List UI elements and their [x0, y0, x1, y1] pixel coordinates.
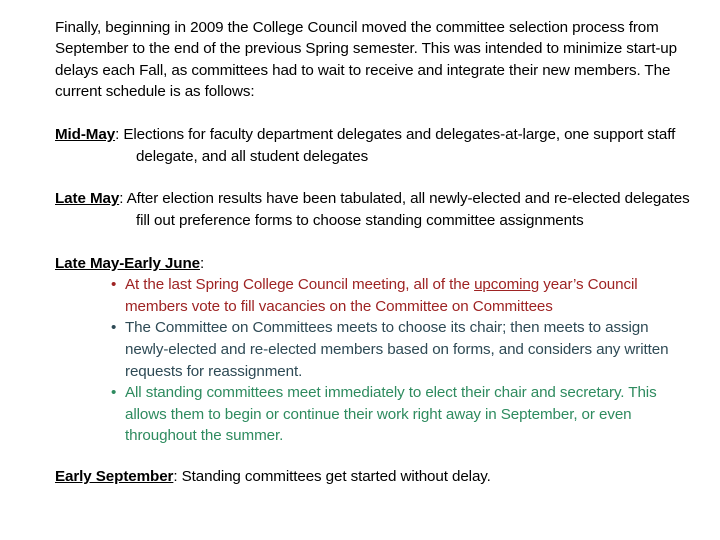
emphasized-text: upcoming: [474, 276, 540, 294]
list-item-text: [125, 276, 638, 315]
schedule-entry-mid-may: [55, 124, 695, 167]
schedule-label-late-may-early-june: Late May-Early June: [55, 254, 200, 272]
schedule-separator-mid-may: :: [115, 126, 124, 144]
list-item: [55, 274, 695, 317]
schedule-separator-late-may-early-june: :: [199, 254, 205, 272]
list-item: [55, 382, 695, 447]
bullet-dot-icon: •: [111, 276, 117, 294]
bullet-dot-icon: •: [111, 384, 117, 402]
text-run: All standing committees meet immediately to elect their chair and secretary. This allows them to begin or continue their work right away in September, or even throughout the summer.: [125, 384, 657, 445]
schedule-label-mid-may: Mid-May: [55, 126, 116, 144]
text-run: At the last Spring College Council meeting, all of the: [125, 276, 475, 294]
spacer: [55, 167, 695, 188]
spacer: [55, 232, 695, 253]
schedule-text-early-september: Standing committees get started without delay.: [181, 467, 491, 485]
document-content: [55, 17, 695, 488]
spacer: [55, 102, 695, 124]
list-item-text: [125, 319, 668, 379]
bullet-list: [55, 274, 695, 447]
schedule-text-mid-may: Elections for faculty department delegates and delegates-at-large, one support staff delegate, and all student delegates: [123, 126, 676, 165]
schedule-entry-early-september: [55, 466, 695, 488]
text-run: year’s Council members vote to fill vacancies on the Committee on Committees: [125, 276, 638, 315]
schedule-entry-late-may: [55, 188, 695, 231]
schedule-separator-late-may: :: [119, 190, 127, 208]
schedule-label-early-september: Early September: [55, 467, 174, 485]
text-run: The Committee on Committees meets to choose its chair; then meets to assign newly-elected and re-elected members based on forms, and considers any written requests for reassignment.: [125, 319, 669, 380]
schedule-separator-early-september: :: [173, 467, 182, 485]
bullet-dot-icon: •: [111, 319, 117, 337]
intro-paragraph: Finally, beginning in 2009 the College Council moved the committee selection process from September to the end of the previous Spring semester. This was intended to minimize start-up delays each Fall, as committees had to wait to receive and integrate their new members. The current schedule is as follows:: [55, 19, 677, 100]
schedule-label-late-may: Late May: [55, 190, 120, 208]
schedule-text-late-may: After election results have been tabulated, all newly-elected and re-elected delegates fill out preference forms to choose standing committee assignments: [126, 190, 690, 229]
schedule-header-late-may-early-june: [55, 253, 695, 275]
list-item: [55, 317, 695, 382]
spacer: [55, 447, 695, 466]
list-item-text: [125, 384, 657, 444]
